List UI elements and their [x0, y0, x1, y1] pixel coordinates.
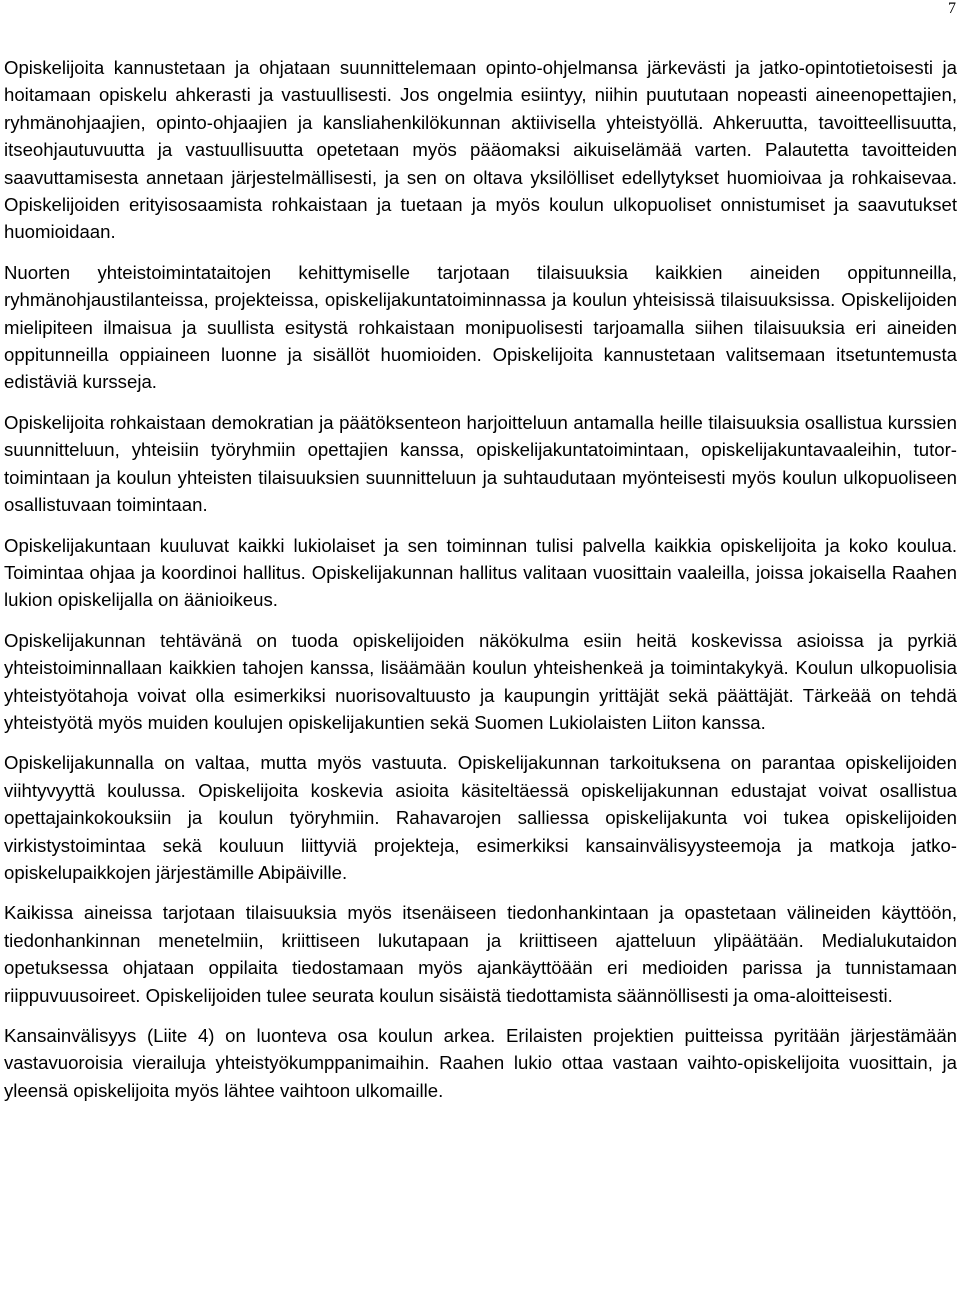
paragraph-cooperation-skills: Nuorten yhteistoimintataitojen kehittymiselle tarjotaan tilaisuuksia kaikkien aineiden oppitunneilla, ryhmänohjaustilanteissa, projekteissa, opiskelijakuntatoiminnassa ja koulun yhteisissä tilaisuuksissa. Opiskelijoiden mielipiteen ilmaisua ja suullista esitystä rohkaistaan monipuolisesti tarjoamalla siihen tilaisuuksia eri aineiden oppitunneilla oppiaineen luonne ja sisällöt huomioiden. Opiskelijoita kannustetaan valitsemaan itsetuntemusta edistäviä kursseja. — [4, 261, 957, 393]
paragraph-student-union: Opiskelijakuntaan kuuluvat kaikki lukiolaiset ja sen toiminnan tulisi palvella kaikkia opiskelijoita ja koko koulua. Toimintaa ohjaa ja koordinoi hallitus. Opiskelijakunnan hallitus valitaan vuosittain vaaleilla, joissa jokaisella Raahen lukion opiskelijalla on äänioikeus. — [4, 534, 957, 611]
paragraph-student-union-tasks: Opiskelijakunnan tehtävänä on tuoda opiskelijoiden näkökulma esiin heitä koskevissa asioissa ja pyrkiä yhteistoiminnallaan kaikkien tahojen kanssa, lisäämään koulun yhteishenkeä ja toimintakykyä. Koulun ulkopuolisia yhteistyötahoja voivat olla esimerkiksi nuorisovaltuusto ja kaupungin yrittäjät sekä päättäjät. Tärkeää on tehdä yhteistyötä myös muiden koulujen opiskelijakuntien sekä Suomen Lukiolaisten Liiton kanssa. — [4, 629, 957, 733]
document-body — [4, 54, 957, 1104]
paragraph-student-union-power: Opiskelijakunnalla on valtaa, mutta myös vastuuta. Opiskelijakunnan tarkoituksena on parantaa opiskelijoiden viihtyvyyttä koulussa. Opiskelijoita koskevia asioita käsiteltäessä opiskelijakunnan edustajat voivat osallistua opettajainkokouksiin ja koulun työryhmiin. Rahavarojen salliessa opiskelijakunta voi tukea opiskelijoiden virkistystoimintaa sekä kouluun liittyviä projekteja, esimerkiksi kansainvälisyysteemoja ja matkoja jatko-opiskelupaikkojen järjestämille Abipäiville. — [4, 752, 957, 883]
paragraph-internationality: Kansainvälisyys (Liite 4) on luonteva osa koulun arkea. Erilaisten projektien puitteissa pyritään järjestämään vastavuoroisia vierailuja yhteistyökumppanimaihin. Raahen lukio ottaa vastaan vaihto-opiskelijoita vuosittain, ja yleensä opiskelijoita myös lähtee vaihtoon ulkomaille. — [4, 1025, 957, 1101]
paragraph-information-literacy: Kaikissa aineissa tarjotaan tilaisuuksia myös itsenäiseen tiedonhankintaan ja opastetaan välineiden käyttöön, tiedonhankinnan menetelmiin, kriittiseen lukutapaan ja kriittiseen ajatteluun ylipäätään. Medialukutaidon opetuksessa ohjataan oppilaita tiedostamaan myös ajankäyttöään eri medioiden parissa ja tunnistamaan riippuvuusoireet. Opiskelijoiden tulee seurata koulun sisäistä tiedottamista säännöllisesti ja oma-aloitteisesti. — [4, 902, 957, 1006]
paragraph-democracy-practice: Opiskelijoita rohkaistaan demokratian ja päätöksenteon harjoitteluun antamalla heille tilaisuuksia osallistua kurssien suunnitteluun, yhteisiin työryhmiin opettajien kanssa, opiskelijakuntatoimintaan, opiskelijakuntavaaleihin, tutor-toimintaan ja koulun yhteisten tilaisuuksien suunnitteluun ja suhtaudutaan myönteisesti myös koulun ulkopuoliseen osallistuvaan toimintaan. — [4, 411, 957, 516]
paragraph-student-guidance: Opiskelijoita kannustetaan ja ohjataan suunnittelemaan opinto-ohjelmansa järkevästi ja jatko-opintotietoisesti ja hoitamaan opiskelu ahkerasti ja vastuullisesti. Jos ongelmia esiintyy, niihin puututaan nopeasti aineenopettajien, ryhmänohjaajien, opinto-ohjaajien ja kansliahenkilökunnan aktiivisella yhteistyöllä. Ahkeruutta, tavoitteellisuutta, itseohjautuvuutta ja vastuullisuutta opetetaan myös pääomaksi aikuiselämää varten. Palautetta tavoitteiden saavuttamisesta annetaan järjestelmällisesti, ja sen on oltava yksilölliset edellytykset huomioivaa ja rohkaisevaa. Opiskelijoiden erityisosaamista rohkaistaan ja tuetaan ja myös koulun ulkopuoliset onnistumiset ja saavutukset huomioidaan. — [4, 57, 957, 243]
page-number: 7 — [948, 0, 956, 17]
